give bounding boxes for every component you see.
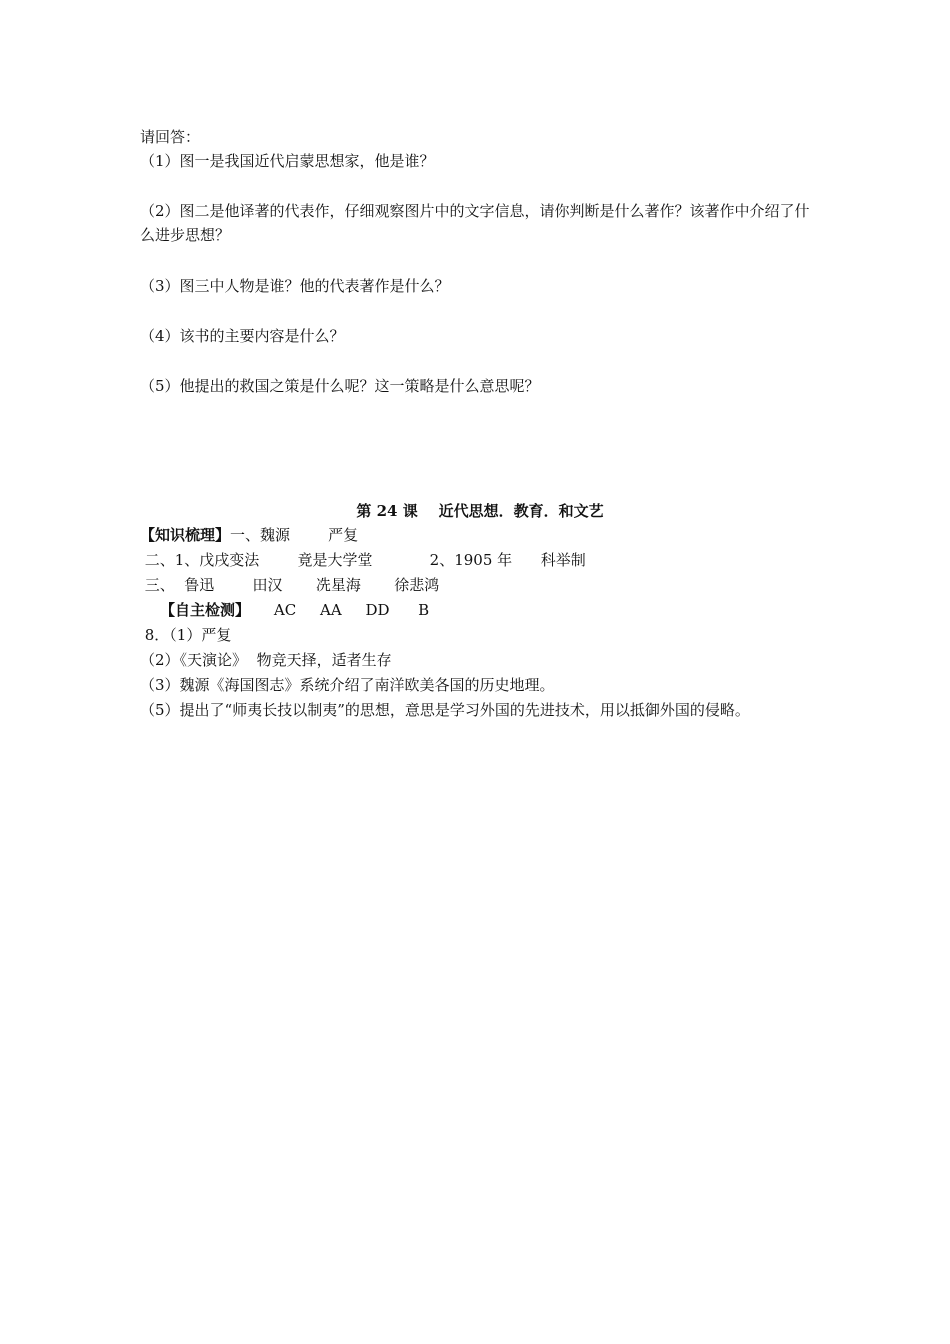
knowledge-line-1: 一、魏源 严复 [230,526,359,544]
questions-intro: 请回答： [140,128,201,146]
answers-title: 第 24 课 近代思想．教育．和文艺 [356,502,604,520]
answer-8-5: （5）提出了“师夷长技以制夷”的思想，意思是学习外国的先进技术，用以抵御外国的侵略。 [140,701,750,719]
knowledge-line-3: 三、 鲁迅 田汉 冼星海 徐悲鸿 [140,576,440,594]
answer-8-1: 8．（1）严复 [140,626,232,644]
self-test-section [160,598,840,622]
question-5: （5）他提出的救国之策是什么呢？这一策略是什么意思呢？ [140,377,540,395]
knowledge-section [140,523,820,547]
answer-8-3: （3）魏源《海国图志》系统介绍了南洋欧美各国的历史地理。 [140,676,555,694]
question-2: （2）图二是他译著的代表作，仔细观察图片中的文字信息，请你判断是什么著作？该著作中介绍了什么进步思想？ [140,202,810,244]
question-3: （3）图三中人物是谁？他的代表著作是什么？ [140,277,450,295]
knowledge-line-2: 二、1、戊戌变法 竟是大学堂 2、1905 年 科举制 [140,551,586,569]
question-1: （1）图一是我国近代启蒙思想家，他是谁？ [140,152,435,170]
answer-8-2: （2）《天演论》 物竞天择，适者生存 [140,651,392,669]
question-4: （4）该书的主要内容是什么？ [140,327,345,345]
self-test-answers: AC AA DD B [250,601,430,619]
self-test-label: 【自主检测】 [160,601,251,619]
knowledge-label: 【知识梳理】 [140,526,231,544]
